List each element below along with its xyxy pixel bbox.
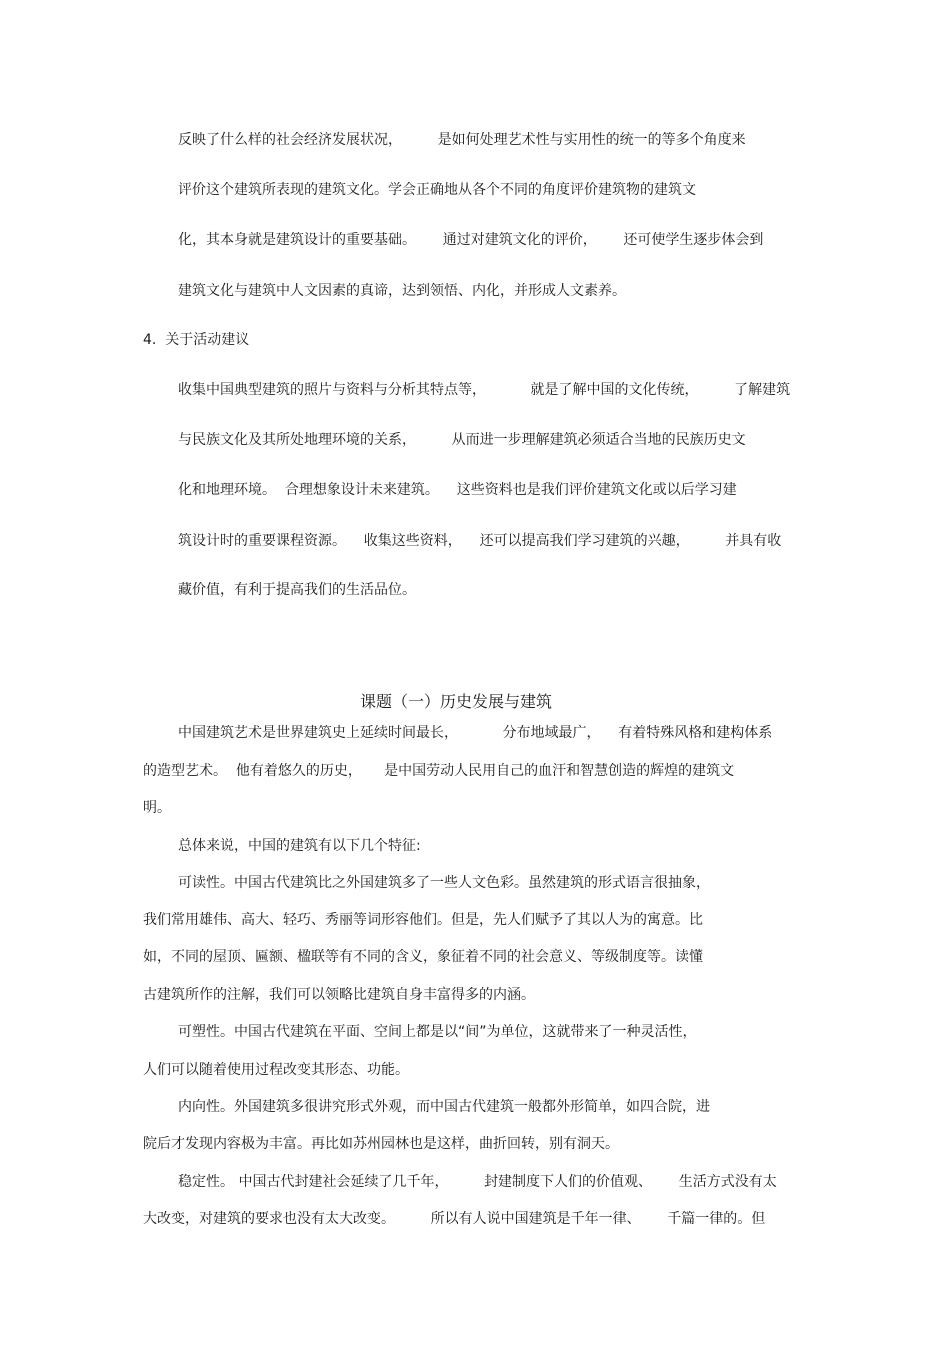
text-line: 人们可以随着使用过程改变其形态、功能。 [143,1062,409,1078]
text-line: 收集中国典型建筑的照片与资料与分析其特点等， 就是了解中国的文化传统， 了解建筑 [178,382,791,398]
text-line: 如，不同的屋顶、匾额、楹联等有不同的含义，象征着不同的社会意义、等级制度等。读懂 [143,949,703,965]
text-line: 中国建筑艺术是世界建筑史上延续时间最长， 分布地域最广， 有着特殊风格和建构体系 [178,725,773,741]
text-line: 可塑性。中国古代建筑在平面、空间上都是以“间”为单位，这就带来了一种灵活性， [178,1024,697,1040]
text-line: 内向性。外国建筑多很讲究形式外观，而中国古代建筑一般都外形简单，如四合院，进 [178,1099,710,1115]
text-line: 总体来说，中国的建筑有以下几个特征: [178,838,421,854]
text-line: 化和地理环境。 合理想象设计未来建筑。 这些资料也是我们评价建筑文化或以后学习建 [178,482,737,498]
text-line: 反映了什么样的社会经济发展状况， 是如何处理艺术性与实用性的统一的等多个角度来 [178,132,746,148]
text-line: 的造型艺术。 他有着悠久的历史， 是中国劳动人民用自己的血汗和智慧创造的辉煌的建筑文 [143,763,735,779]
text-line: 可读性。中国古代建筑比之外国建筑多了一些人文色彩。虽然建筑的形式语言很抽象， [178,875,710,891]
text-line: 古建筑所作的注解，我们可以领略比建筑自身丰富得多的内涵。 [143,987,535,1003]
text-line: 明。 [143,800,171,816]
text-line: 我们常用雄伟、高大、轻巧、秀丽等词形容他们。但是，先人们赋予了其以人为的寓意。比 [143,912,703,928]
text-line: 与民族文化及其所处地理环境的关系， 从而进一步理解建筑必须适合当地的民族历史文 [178,432,746,448]
section-heading: 4. 关于活动建议 [143,332,250,348]
text-line: 筑设计时的重要课程资源。 收集这些资料， 还可以提高我们学习建筑的兴趣， 并具有收 [178,533,782,549]
text-line: 稳定性。 中国古代封建社会延续了几千年， 封建制度下人们的价值观、 生活方式没有太 [178,1174,777,1190]
text-line: 大改变，对建筑的要求也没有太大改变。 所以有人说中国建筑是千年一律、 千篇一律的。但 [143,1211,766,1227]
text-line: 化，其本身就是建筑设计的重要基础。 通过对建筑文化的评价， 还可使学生逐步体会到 [178,232,764,248]
lesson-title: 课题（一）历史发展与建筑 [360,692,553,711]
text-line: 建筑文化与建筑中人文因素的真谛，达到领悟、内化，并形成人文素养。 [178,283,626,299]
text-line: 院后才发现内容极为丰富。再比如苏州园林也是这样，曲折回转，别有洞天。 [143,1136,619,1152]
text-line: 评价这个建筑所表现的建筑文化。学会正确地从各个不同的角度评价建筑物的建筑文 [178,182,696,198]
text-line: 藏价值，有利于提高我们的生活品位。 [178,582,416,598]
